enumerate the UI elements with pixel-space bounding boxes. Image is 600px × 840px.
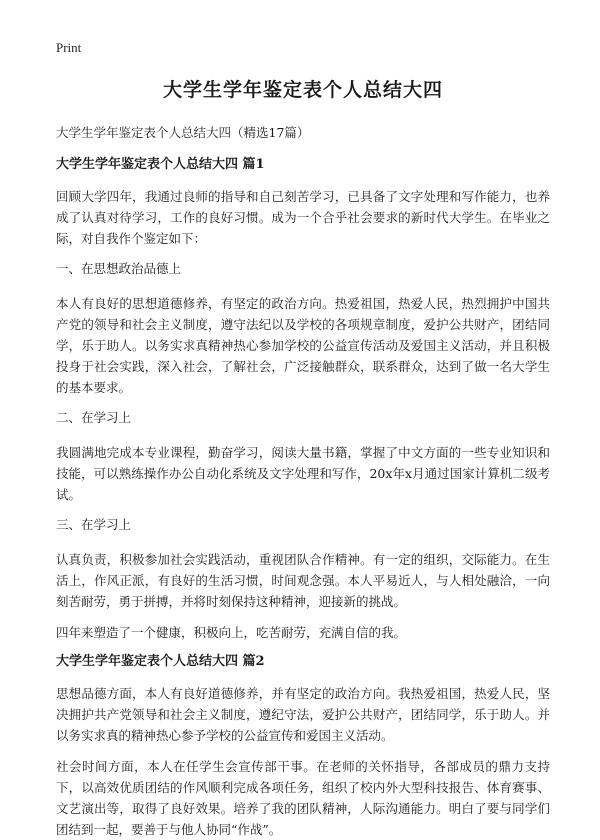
document-title: 大学生学年鉴定表个人总结大四	[162, 79, 443, 101]
paragraph: 四年来塑造了一个健康，积极向上，吃苦耐劳，充满自信的我。	[56, 625, 407, 640]
paragraph: 我圆满地完成本专业课程，勤奋学习，阅读大量书籍，掌握了中文方面的一些专业知识和技能，可以熟练操作办公自动化系统及文字处理和写作，20x年x月通过国家计算机二级考试。	[56, 445, 550, 502]
section-1	[56, 156, 550, 643]
paragraph: 认真负责，积极参加社会实践活动，重视团队合作精神。有一定的组织，交际能力。在生活上，作风正派，有良好的生活习惯，时间观念强。本人平易近人，与人相处融洽，一向刻苦耐劳，勇于拼搏，并将时刻保持这种精神，迎接新的挑战。	[56, 552, 550, 609]
section-heading: 大学生学年鉴定表个人总结大四 篇1	[56, 157, 265, 172]
section-2	[56, 653, 550, 840]
paragraph: 思想品德方面，本人有良好道德修养，并有坚定的政治方向。我热爱祖国，热爱人民，坚决拥护共产党领导和社会主义制度，遵纪守法，爱护公共财产，团结同学，乐于助人。并以务实求真的精神热心参予学校的公益宣传和爱国主义活动。	[56, 686, 550, 743]
print-label: Print	[56, 40, 82, 55]
paragraph: 社会时间方面，本人在任学生会宣传部干事。在老师的关怀指导，各部成员的鼎力支持下，以高效优质团结的作风顺利完成各项任务，组织了校内外大型科技报告、体育赛事、文艺演出等，取得了良好效果。培养了我的团队精神，人际沟通能力。明白了要与同学们团结到一起，要善于与他人协同“作战”。	[56, 759, 550, 837]
paragraph: 本人有良好的思想道德修养，有坚定的政治方向。热爱祖国，热爱人民，热烈拥护中国共产党的领导和社会主义制度，遵守法纪以及学校的各项规章制度，爱护公共财产，团结同学，乐于助人。以务实求真精神热心参加学校的公益宣传活动及爱国主义活动，并且积极投身于社会实践，深入社会，了解社会，广泛接触群众，联系群众，达到了做一名大学生的基本要求。	[56, 296, 550, 395]
sub-heading: 三、在学习上	[56, 517, 132, 532]
sub-heading: 二、在学习上	[56, 410, 132, 425]
section-heading: 大学生学年鉴定表个人总结大四 篇2	[56, 654, 265, 669]
paragraph: 回顾大学四年，我通过良师的指导和自己刻苦学习，已具备了文字处理和写作能力，也养成了认真对待学习，工作的良好习惯。成为一个合乎社会要求的新时代大学生。在毕业之际，对自我作个鉴定如下：	[56, 189, 550, 246]
sub-heading: 一、在思想政治品德上	[56, 261, 182, 276]
document-subtitle: 大学生学年鉴定表个人总结大四（精选17篇）	[56, 125, 310, 140]
